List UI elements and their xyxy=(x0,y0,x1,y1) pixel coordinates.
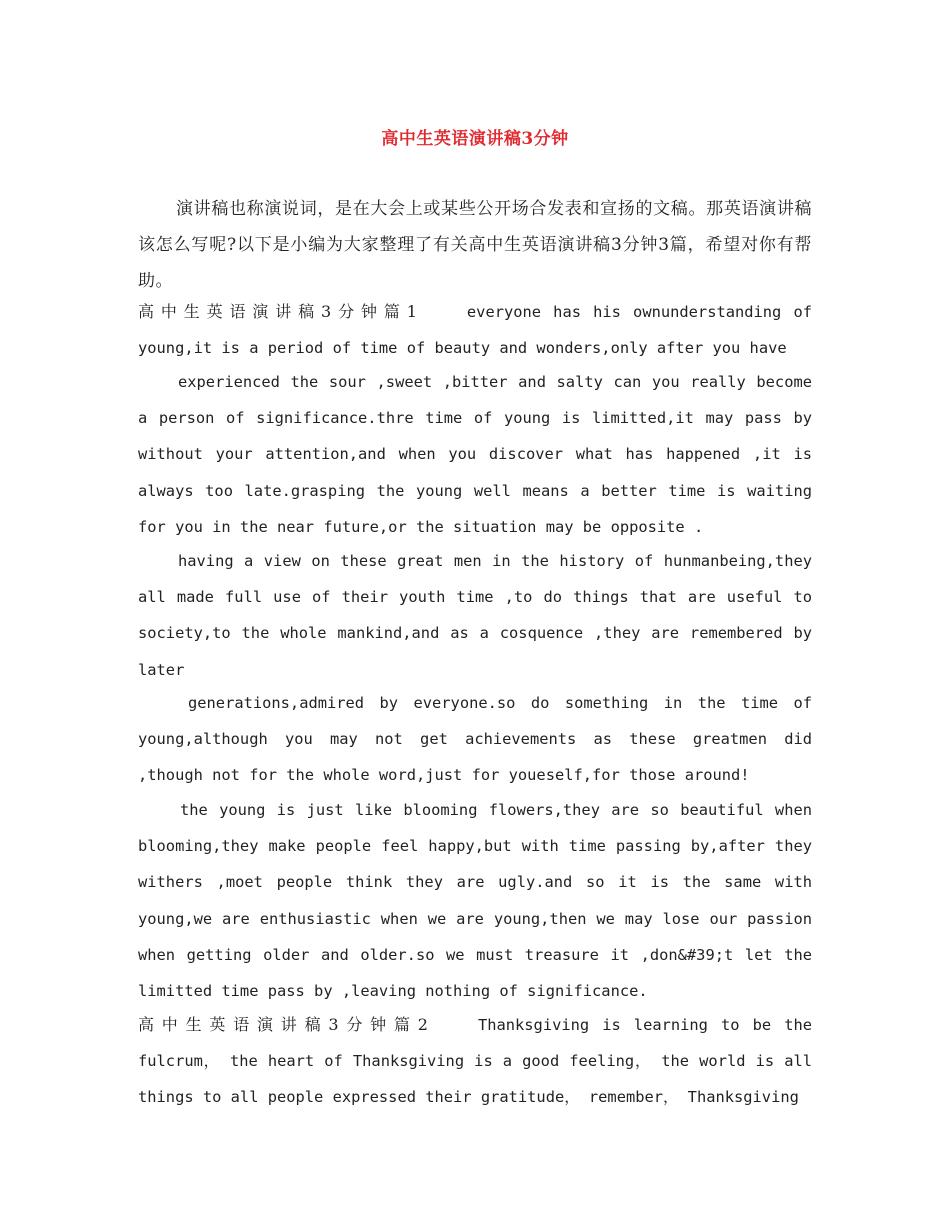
section-1-lead: everyone has his ownunderstanding of young,it is a period of time of beauty and wonders,only after you have xyxy=(138,303,812,358)
section-1-heading: 高中生英语演讲稿3分钟篇1 xyxy=(138,302,421,321)
intro-paragraph: 演讲稿也称演说词，是在大会上或某些公开场合发表和宣扬的文稿。那英语演讲稿该怎么写呢?以下是小编为大家整理了有关高中生英语演讲稿3分钟3篇，希望对你有帮助。 xyxy=(138,199,812,291)
section-1-paragraph-4: the young is just like blooming flowers,they are so beautiful when blooming,they make people feel happy,but with time passing by,after they withers ,moet people think they are ugly.and so it is the same with young,we are enthusiastic when we are young,then we may lose our passion when getting older and older.so we must treasure it ,don&#39;t let the limitted time pass by ,leaving nothing of significance. xyxy=(138,801,812,1001)
section-1-paragraph-3: generations,admired by everyone.so do something in the time of young,although you may not get achievements as these greatmen did ,though not for the whole word,just for youeself,for those around! xyxy=(138,694,812,785)
section-2-heading: 高中生英语演讲稿3分钟篇2 xyxy=(138,1015,432,1034)
section-1-paragraph-2: having a view on these great men in the history of hunmanbeing,they all made full use of their youth time ,to do things that are useful to society,to the whole mankind,and as a cosquence ,they are remembered by later xyxy=(138,552,812,679)
document-title: 高中生英语演讲稿3分钟 xyxy=(381,129,569,149)
section-2-lead: Thanksgiving is learning to be the fulcrum， the heart of Thanksgiving is a good feeling， the world is all things to all people expressed their gratitude， remember， Thanksgiving xyxy=(138,1016,812,1107)
section-2-opening xyxy=(138,1007,812,1116)
section-1-opening xyxy=(138,294,812,366)
section-1-paragraph-1: experienced the sour ,sweet ,bitter and salty can you really become a person of significance.thre time of young is limitted,it may pass by without your attention,and when you discover what has happened ,it is always too late.grasping the young well means a better time is waiting for you in the near future,or the situation may be opposite . xyxy=(138,373,812,536)
